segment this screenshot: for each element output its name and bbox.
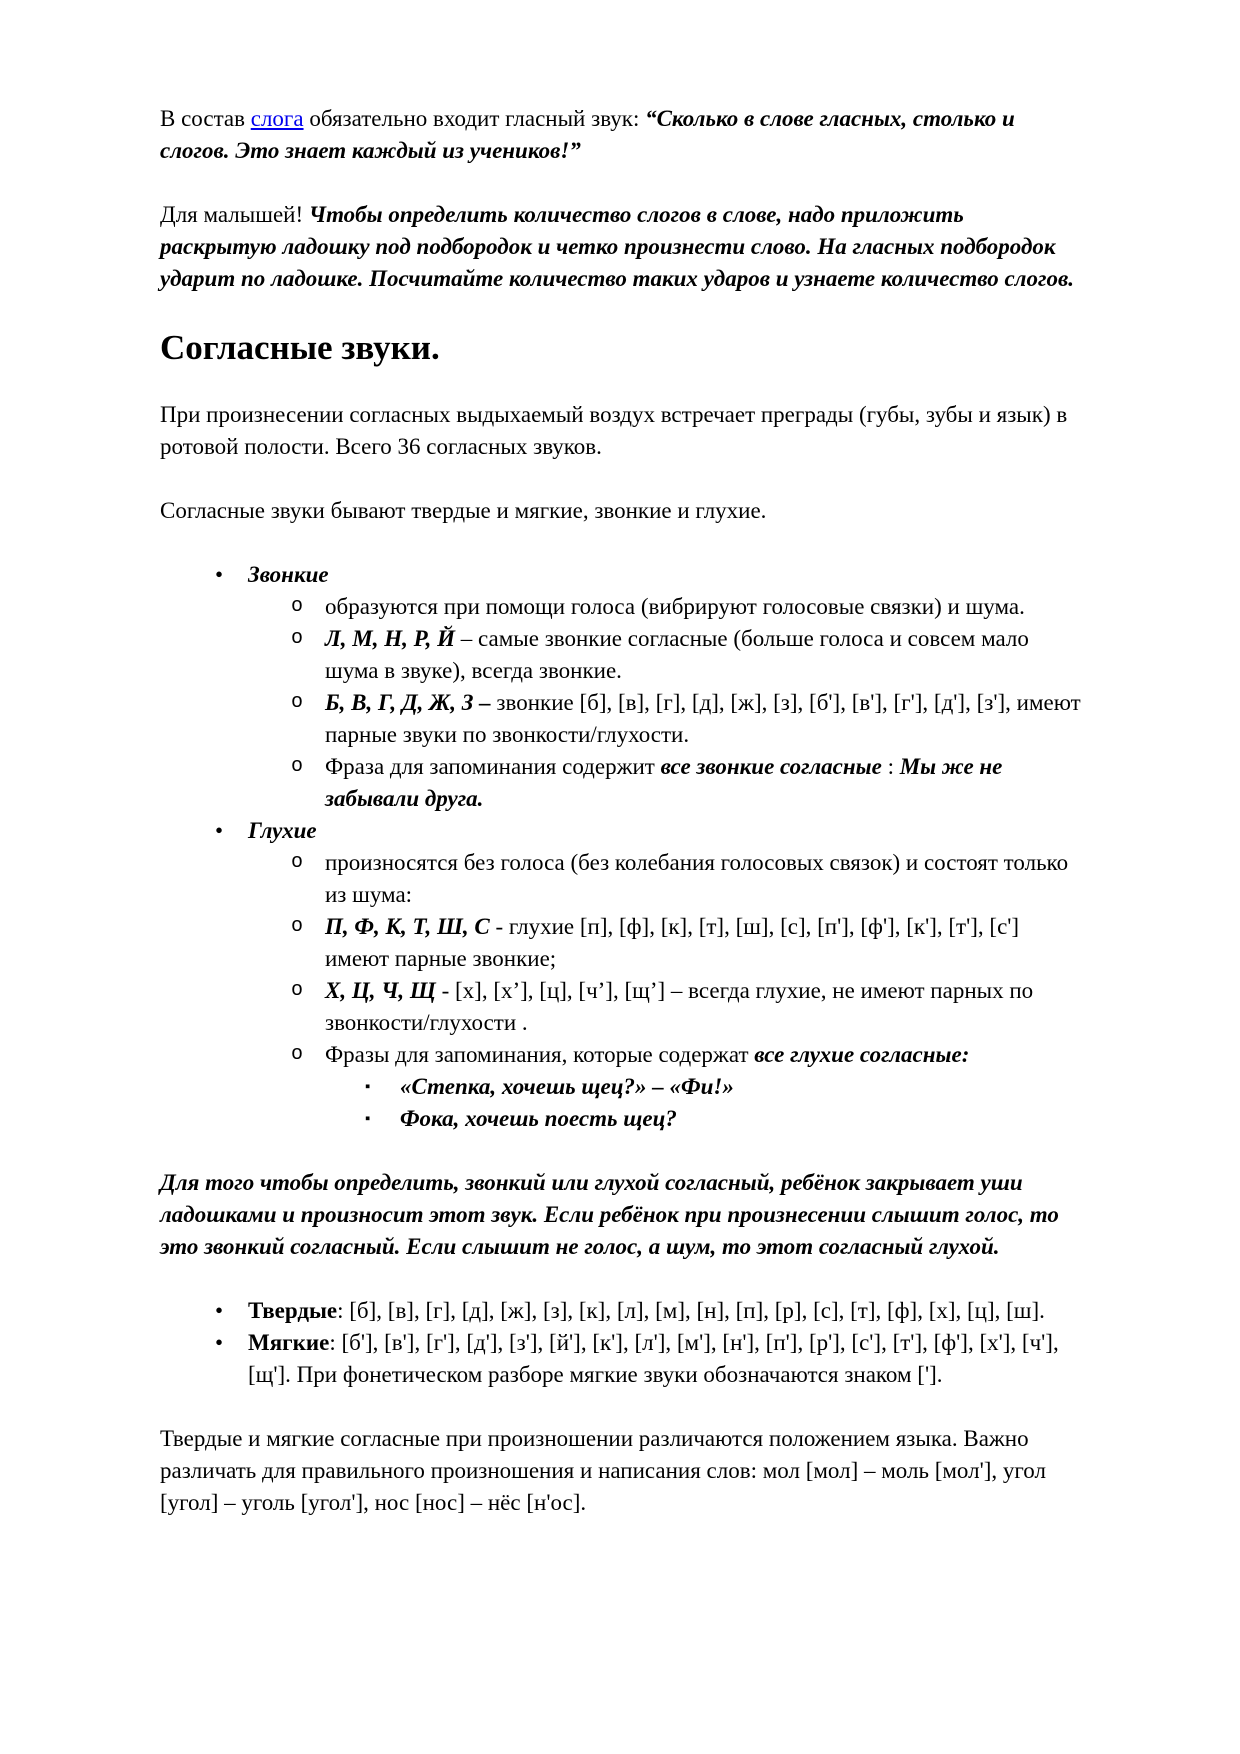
paragraph-kinds: Согласные звуки бывают твердые и мягкие, звонкие и глухие. (160, 498, 767, 523)
list-item (160, 687, 1082, 751)
text-run: – самые звонкие согласные (больше голоса и совсем мало шума в звуке), всегда звонкие. (325, 626, 1029, 683)
soft-label: Мягкие (248, 1330, 330, 1355)
list-item-text (325, 975, 1082, 1039)
list-item-text (400, 1071, 1082, 1103)
text-run: Фразы для запоминания, которые содержат (325, 1042, 755, 1067)
text-run: - [х], [х’], [ц], [ч’], [щ’] – всегда глухие, не имеют парных по звонкости/глухости . (325, 978, 1034, 1035)
list-item (160, 847, 1082, 911)
list-item-text (248, 815, 1082, 847)
letters-run: Б, В, Г, Д, Ж, З – (325, 690, 497, 715)
list-item-text (248, 559, 1082, 591)
phrase-run: Фока, хочешь поесть щец? (400, 1106, 677, 1131)
square-bullet-icon: ▪ (365, 1079, 371, 1095)
text-run: - глухие [п], [ф], [к], [т], [ш], [с], [п'], [ф'], [к'], [т'], [с'] имеют парные звонкие; (325, 914, 1020, 971)
bullet-icon: • (215, 562, 224, 587)
syllable-link[interactable]: слога (250, 106, 304, 131)
paragraph-syllable-intro (160, 103, 1082, 167)
circle-bullet-icon: o (291, 595, 304, 618)
list-item-soft (160, 1327, 1082, 1391)
letters-run: П, Ф, К, Т, Ш, С (325, 914, 490, 939)
list-item-text (325, 687, 1082, 751)
list-item (160, 975, 1082, 1039)
list-item-text (400, 1103, 1082, 1135)
circle-bullet-icon: o (291, 627, 304, 650)
phrase-run: «Степка, хочешь щец?» – «Фи!» (400, 1074, 734, 1099)
hard-soft-list (160, 1295, 1082, 1391)
list-item (160, 1039, 1082, 1071)
list-item (160, 591, 1082, 623)
list-item-voiceless (160, 815, 1082, 847)
text-run: произносятся без голоса (без колебания голосовых связок) и состоят только из шума: (325, 850, 1069, 907)
paragraph-tongue-position: Твердые и мягкие согласные при произношении различаются положением языка. Важно различать для правильного произношения и написания слов: мол [мол] – моль [мол'], угол [угол] – уголь [угол'], нос [нос] – нёс [н'ос]. (160, 1426, 1046, 1515)
circle-bullet-icon: o (291, 755, 304, 778)
text-run: звонкие [б], [в], [г], [д], [ж], [з], [б'], [в'], [г'], [д'], [з'], имеют парные звуки по звонкости/глухости. (325, 690, 1081, 747)
letters-run: Л, М, Н, Р, Й (325, 626, 456, 651)
bullet-icon: • (215, 1330, 224, 1355)
list-item-text (248, 1295, 1082, 1327)
list-item (160, 623, 1082, 687)
list-item-hard (160, 1295, 1082, 1327)
text-run: образуются при помощи голоса (вибрируют голосовые связки) и шума. (325, 594, 1025, 619)
bullet-icon: • (215, 1298, 224, 1323)
list-item-phrase (160, 1103, 1082, 1135)
emphasis-run: все глухие согласные: (754, 1042, 970, 1067)
list-item-text (325, 1039, 1082, 1071)
list-item-text (325, 591, 1082, 623)
square-bullet-icon: ▪ (365, 1111, 371, 1127)
text-run: В состав (160, 106, 251, 131)
voiced-voiceless-list (160, 559, 1082, 1135)
text-run: : [б], [в], [г], [д], [ж], [з], [к], [л], [м], [н], [п], [р], [с], [т], [ф], [х], [ц], [ш]. (337, 1298, 1045, 1323)
list-item-text (325, 911, 1082, 975)
list-item-text (325, 751, 1082, 815)
list-item-voiced (160, 559, 1082, 591)
text-run: : [б'], [в'], [г'], [д'], [з'], [й'], [к'], [л'], [м'], [н'], [п'], [р'], [с'], [т'], [ф'], [х'], [ч'], [щ']. При фонетическом разборе мягкие звуки обозначаются знаком [']. (248, 1330, 1059, 1387)
text-run: обязательно входит гласный звук: (303, 106, 646, 131)
paragraph-barriers: При произнесении согласных выдыхаемый воздух встречает преграды (губы, зубы и язык) в ротовой полости. Всего 36 согласных звуков. (160, 402, 1068, 459)
text-run: Для малышей! (160, 202, 304, 227)
list-item (160, 751, 1082, 815)
section-heading-consonants: Согласные звуки. (160, 328, 440, 367)
paragraph-for-kids (160, 199, 1082, 295)
list-item-phrase (160, 1071, 1082, 1103)
list-item-text (248, 1327, 1082, 1391)
circle-bullet-icon: o (291, 691, 304, 714)
voiced-title: Звонкие (248, 562, 329, 587)
list-item (160, 911, 1082, 975)
kids-instruction-text: Чтобы определить количество слогов в слове, надо приложить раскрытую ладошку под подбородок и четко произнести слово. На гласных подбородок ударит по ладошке. Посчитайте количество таких ударов и узнаете количество слогов. (160, 202, 1075, 291)
list-item-text (325, 623, 1082, 687)
text-run: : (881, 754, 900, 779)
circle-bullet-icon: o (291, 1043, 304, 1066)
circle-bullet-icon: o (291, 979, 304, 1002)
letters-run: Х, Ц, Ч, Щ (325, 978, 436, 1003)
list-item-text (325, 847, 1082, 911)
text-run: Фраза для запоминания содержит (325, 754, 661, 779)
voiceless-title: Глухие (248, 818, 317, 843)
quote-text: “Сколько в слове гласных, столько и слогов. Это знает каждый из учеников!” (160, 106, 1015, 163)
bullet-icon: • (215, 818, 224, 843)
emphasis-run: все звонкие согласные (660, 754, 882, 779)
paragraph-ears-test: Для того чтобы определить, звонкий или глухой согласный, ребёнок закрывает уши ладошками и произносит этот звук. Если ребёнок при произнесении слышит голос, то это звонкий согласный. Если слышит не голос, а шум, то этот согласный глухой. (160, 1170, 1059, 1259)
phrase-run: Мы же не забывали друга. (325, 754, 1003, 811)
circle-bullet-icon: o (291, 851, 304, 874)
hard-label: Твердые (248, 1298, 338, 1323)
circle-bullet-icon: o (291, 915, 304, 938)
